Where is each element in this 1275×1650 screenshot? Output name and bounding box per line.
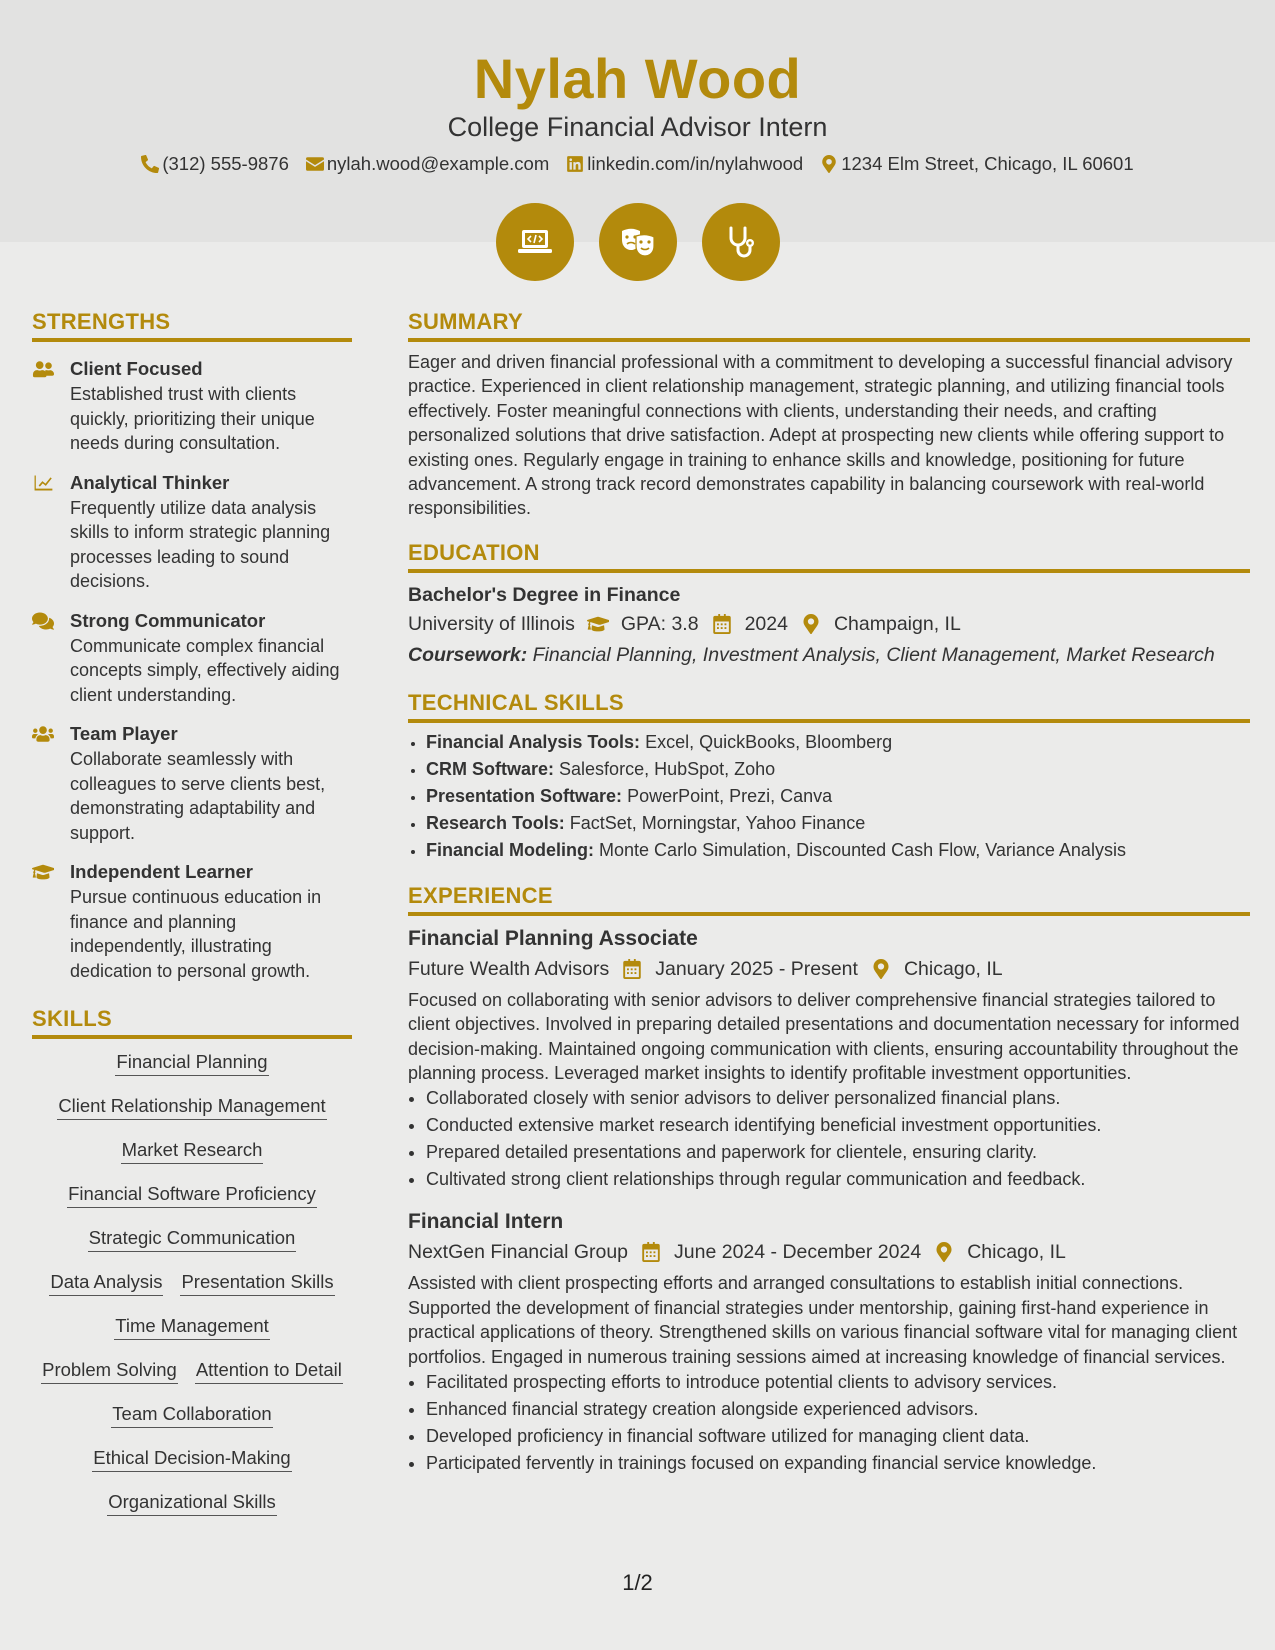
graduation-cap-icon [32,862,54,882]
job-title: Financial Intern [408,1210,564,1234]
skills-row [32,1357,352,1384]
contact-row [0,152,1275,176]
address-text: 1234 Elm Street, Chicago, IL 60601 [841,153,1134,174]
tech-skill-label: Research Tools: [426,812,565,833]
stethoscope-badge [702,203,780,281]
skills-row [32,1225,352,1252]
skills-row [32,1269,352,1296]
tech-skill-value: FactSet, Morningstar, Yahoo Finance [569,812,866,833]
strength-item [32,721,352,845]
technical-skill-item [426,729,1250,756]
strengths-heading: STRENGTHS [32,308,352,342]
skills-row [32,1181,352,1208]
skills-row [32,1137,352,1164]
job-bullet: • Participated fervently in trainings focused on expanding financial service knowledge. [426,1450,1250,1477]
skills-row [32,1313,352,1340]
phone-text: (312) 555-9876 [162,153,289,174]
stethoscope-icon [721,222,761,262]
coursework-label: Coursework: [408,643,528,666]
skill-tag: Market Research [121,1137,264,1164]
job-meta [408,954,1250,984]
theater-masks-icon [618,222,658,262]
tech-skill-label: Financial Modeling: [426,839,595,860]
map-pin-icon [933,1242,955,1262]
strength-desc: Communicate complex financial concepts simply, effectively aiding client understanding. [70,635,340,705]
laptop-code-icon [515,222,555,262]
candidate-name: Nylah Wood [473,47,802,110]
technical-skill-item [426,783,1250,810]
tech-skill-label: Financial Analysis Tools: [426,731,641,752]
skills-row [32,1049,352,1076]
skill-tag: Data Analysis [49,1269,163,1296]
job-bullet: • Cultivated strong client relationships through regular communication and feedback. [426,1166,1250,1193]
map-pin-icon [870,959,892,979]
degree-title: Bachelor's Degree in Finance [408,583,681,606]
company-name: NextGen Financial Group [408,1241,629,1264]
technical-skill-item [426,810,1250,837]
linkedin-icon [566,155,584,173]
summary-heading: SUMMARY [408,308,1250,342]
email-text: nylah.wood@example.com [326,153,550,174]
strength-title: Strong Communicator [70,609,266,631]
job-location: Chicago, IL [967,1241,1066,1264]
contact-email[interactable] [306,152,549,176]
job-title: Financial Planning Associate [408,926,698,950]
skill-tag: Time Management [114,1313,270,1340]
strength-item [32,859,352,983]
skill-tag: Ethical Decision-Making [92,1445,291,1472]
contact-address [820,152,1133,176]
experience-heading: EXPERIENCE [408,882,1250,916]
summary-text: Eager and driven financial professional with a commitment to developing a successful financial advisory practice. Experienced in client relationship management, strategic planning, and utilizing financial tools effectively. Foster meaningful connections with clients, understanding their needs, and crafting personalized solutions that drive satisfaction. Adept at prospecting new clients while offering support to existing ones. Regularly engage in training to enhance skills and knowledge, positioning for future advancement. A strong track record demonstrates capability in balancing coursework with real-world responsibilities. [408,352,1233,519]
map-pin-icon [820,155,838,173]
skills-row [32,1445,352,1472]
comments-icon [32,611,54,631]
job-description: Assisted with client prospecting efforts and arranged consultations to establish initial connections. Supported the development of financial strategies under mentorship, gaining first-hand experience in practical applications of theory. Strengthened skills on various financial software vital for managing client portfolios. Engaged in numerous training sessions aimed at increasing knowledge of financial services. [408,1273,1238,1367]
strength-item [32,608,352,708]
contact-phone[interactable] [141,152,289,176]
strength-item [32,470,352,594]
job-bullets [408,1085,1250,1193]
tech-skill-label: CRM Software: [426,758,555,779]
theater-masks-badge [599,203,677,281]
company-name: Future Wealth Advisors [408,957,610,980]
calendar-icon [640,1242,662,1262]
technical-skills-heading: TECHNICAL SKILLS [408,689,1250,723]
job-dates: January 2025 - Present [655,957,858,980]
education-meta [408,609,1250,639]
tech-skill-label: Presentation Software: [426,785,623,806]
skill-tag: Strategic Communication [88,1225,297,1252]
job-meta [408,1237,1250,1267]
contact-linkedin[interactable] [566,152,803,176]
job-bullet: • Developed proficiency in financial software utilized for managing client data. [426,1423,1250,1450]
skill-tag: Team Collaboration [111,1401,272,1428]
job-bullets [408,1369,1250,1477]
gpa: GPA: 3.8 [620,612,699,635]
user-group-icon [32,724,54,744]
envelope-icon [306,155,324,173]
technical-skill-item [426,756,1250,783]
school-location: Champaign, IL [833,612,961,635]
coursework [408,639,1250,671]
strength-desc: Established trust with clients quickly, prioritizing their unique needs during consultation. [70,384,315,453]
tech-skill-value: Monte Carlo Simulation, Discounted Cash Flow, Variance Analysis [599,839,1126,860]
education-heading: EDUCATION [408,539,1250,573]
phone-icon [141,155,159,173]
users-icon [32,359,54,379]
strength-desc: Frequently utilize data analysis skills to inform strategic planning processes leading to sound decisions. [70,497,331,591]
skill-tag: Client Relationship Management [57,1093,326,1120]
tech-skill-value: Salesforce, HubSpot, Zoho [559,758,776,779]
skill-tag: Problem Solving [41,1357,178,1384]
skills-row [32,1401,352,1428]
candidate-title: College Financial Advisor Intern [447,112,828,142]
job-bullet: • Conducted extensive market research identifying beneficial investment opportunities. [426,1112,1250,1139]
job-bullet: • Collaborated closely with senior advisors to deliver personalized financial plans. [426,1085,1250,1112]
skill-tag: Financial Planning [115,1049,268,1076]
tech-skill-value: PowerPoint, Prezi, Canva [627,785,833,806]
strength-title: Analytical Thinker [70,471,230,493]
job-description: Focused on collaborating with senior advisors to deliver comprehensive financial strategies tailored to client objectives. Involved in preparing detailed presentations and documentation necessary for informed decision-making. Maintained ongoing communication with clients, ensuring accountability throughout the planning process. Leveraged market insights to identify profitable investment opportunities. [408,989,1240,1084]
school-name: University of Illinois [408,612,575,635]
calendar-icon [621,959,643,979]
grad-year: 2024 [744,612,788,635]
technical-skills-list [408,729,1250,864]
tech-skill-value: Excel, QuickBooks, Bloomberg [645,731,893,752]
job-location: Chicago, IL [903,957,1003,980]
skills-heading: SKILLS [32,1005,352,1039]
skills-row [32,1489,352,1516]
job-bullet: • Enhanced financial strategy creation alongside experienced advisors. [426,1396,1250,1423]
job-bullet: • Prepared detailed presentations and paperwork for clientele, ensuring clarity. [426,1139,1250,1166]
map-pin-icon [800,614,822,634]
calendar-icon [711,614,733,634]
skill-tag: Organizational Skills [107,1489,277,1516]
strength-desc: Collaborate seamlessly with colleagues to serve clients best, demonstrating adaptability and support. [70,749,326,843]
page-number: 1/2 [622,1570,653,1595]
skills-row [32,1093,352,1120]
skill-tag: Attention to Detail [195,1357,343,1384]
technical-skill-item [426,837,1250,864]
strength-title: Client Focused [70,358,203,379]
skill-tag: Financial Software Proficiency [67,1181,317,1208]
job-dates: June 2024 - December 2024 [674,1241,922,1264]
strength-title: Team Player [70,723,178,744]
skill-tag: Presentation Skills [180,1269,334,1296]
strength-desc: Pursue continuous education in finance and planning independently, illustrating dedication to personal growth. [70,887,322,981]
strength-item [32,356,352,456]
chart-line-icon [32,473,54,493]
graduation-cap-icon [587,614,609,634]
interest-badges [0,203,1275,281]
linkedin-text: linkedin.com/in/nylahwood [587,153,804,174]
coursework-list: Financial Planning, Investment Analysis, Client Management, Market Research [532,643,1215,666]
skills-list [32,1049,352,1516]
strength-title: Independent Learner [70,861,253,882]
left-column [32,308,352,1516]
laptop-code-badge [496,203,574,281]
right-column [408,308,1250,1477]
job-bullet: • Facilitated prospecting efforts to introduce potential clients to advisory services. [426,1369,1250,1396]
